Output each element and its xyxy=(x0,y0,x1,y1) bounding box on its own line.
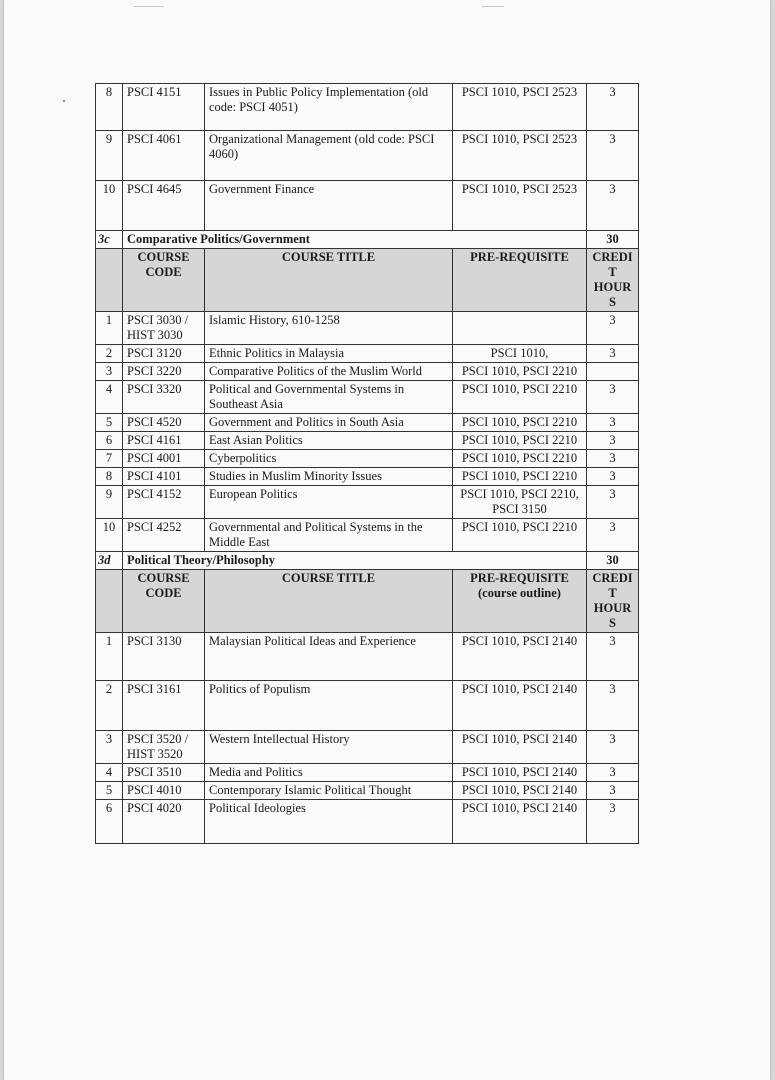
table-row xyxy=(96,131,639,181)
course-credit: 3 xyxy=(587,731,639,764)
table-row xyxy=(96,414,639,432)
course-title: Malaysian Political Ideas and Experience xyxy=(205,633,453,681)
table-row xyxy=(96,363,639,381)
table-row xyxy=(96,84,639,131)
course-prerequisite: PSCI 1010, PSCI 2210 xyxy=(453,414,587,432)
course-title: Comparative Politics of the Muslim World xyxy=(205,363,453,381)
course-code: PSCI 4152 xyxy=(123,486,205,519)
column-header-code: COURSE CODE xyxy=(123,570,205,633)
course-title: Politics of Populism xyxy=(205,681,453,731)
course-prerequisite: PSCI 1010, PSCI 2210 xyxy=(453,468,587,486)
course-prerequisite: PSCI 1010, PSCI 2210 xyxy=(453,432,587,450)
course-prerequisite: PSCI 1010, PSCI 2140 xyxy=(453,782,587,800)
section-total-credits: 30 xyxy=(587,552,639,570)
course-code: PSCI 4161 xyxy=(123,432,205,450)
column-header-credit: CREDIT HOURS xyxy=(587,249,639,312)
course-title: Government Finance xyxy=(205,181,453,231)
course-prerequisite: PSCI 1010, PSCI 2210 xyxy=(453,519,587,552)
course-code: PSCI 3030 / HIST 3030 xyxy=(123,312,205,345)
section-title: Political Theory/Philosophy xyxy=(123,552,587,570)
course-credit: 3 xyxy=(587,633,639,681)
column-header-number xyxy=(96,570,123,633)
row-number: 2 xyxy=(96,681,123,731)
course-title: East Asian Politics xyxy=(205,432,453,450)
course-code: PSCI 3161 xyxy=(123,681,205,731)
course-credit: 3 xyxy=(587,181,639,231)
course-prerequisite: PSCI 1010, PSCI 2140 xyxy=(453,731,587,764)
row-number: 3 xyxy=(96,363,123,381)
table-row xyxy=(96,800,639,844)
course-credit: 3 xyxy=(587,486,639,519)
column-header-title: COURSE TITLE xyxy=(205,249,453,312)
row-number: 9 xyxy=(96,131,123,181)
row-number: 5 xyxy=(96,782,123,800)
table-row xyxy=(96,181,639,231)
table-row xyxy=(96,782,639,800)
course-credit: 3 xyxy=(587,414,639,432)
course-credit: 3 xyxy=(587,131,639,181)
course-credit: 3 xyxy=(587,450,639,468)
course-title: Islamic History, 610-1258 xyxy=(205,312,453,345)
course-credit: 3 xyxy=(587,345,639,363)
course-credit: 3 xyxy=(587,468,639,486)
column-header-number xyxy=(96,249,123,312)
column-header-row xyxy=(96,249,639,312)
course-credit: 3 xyxy=(587,312,639,345)
course-code: PSCI 4151 xyxy=(123,84,205,131)
course-code: PSCI 3120 xyxy=(123,345,205,363)
column-header-prereq: PRE-REQUISITE xyxy=(453,249,587,312)
table-row xyxy=(96,345,639,363)
course-prerequisite: PSCI 1010, PSCI 2140 xyxy=(453,800,587,844)
course-prerequisite xyxy=(453,312,587,345)
table-row xyxy=(96,468,639,486)
course-title: Political Ideologies xyxy=(205,800,453,844)
table-row xyxy=(96,450,639,468)
row-number: 8 xyxy=(96,84,123,131)
course-credit: 3 xyxy=(587,84,639,131)
table-row xyxy=(96,432,639,450)
course-code: PSCI 3320 xyxy=(123,381,205,414)
course-title: Media and Politics xyxy=(205,764,453,782)
course-prerequisite: PSCI 1010, PSCI 2140 xyxy=(453,681,587,731)
course-prerequisite: PSCI 1010, PSCI 2140 xyxy=(453,633,587,681)
course-code: PSCI 3130 xyxy=(123,633,205,681)
course-code: PSCI 4252 xyxy=(123,519,205,552)
course-prerequisite: PSCI 1010, xyxy=(453,345,587,363)
row-number: 4 xyxy=(96,381,123,414)
column-header-row xyxy=(96,570,639,633)
table-row xyxy=(96,731,639,764)
section-total-credits: 30 xyxy=(587,231,639,249)
row-number: 7 xyxy=(96,450,123,468)
course-table xyxy=(95,83,639,844)
course-code: PSCI 4101 xyxy=(123,468,205,486)
scan-mark xyxy=(134,6,164,7)
column-header-code: COURSE CODE xyxy=(123,249,205,312)
course-credit: 3 xyxy=(587,800,639,844)
row-number: 4 xyxy=(96,764,123,782)
course-title: Organizational Management (old code: PSCI 4060) xyxy=(205,131,453,181)
row-number: 5 xyxy=(96,414,123,432)
section-title: Comparative Politics/Government xyxy=(123,231,587,249)
course-credit: 3 xyxy=(587,764,639,782)
course-code: PSCI 4520 xyxy=(123,414,205,432)
scan-speck xyxy=(63,100,65,102)
course-prerequisite: PSCI 1010, PSCI 2210, PSCI 3150 xyxy=(453,486,587,519)
row-number: 1 xyxy=(96,312,123,345)
course-code: PSCI 4010 xyxy=(123,782,205,800)
row-number: 8 xyxy=(96,468,123,486)
course-prerequisite: PSCI 1010, PSCI 2523 xyxy=(453,84,587,131)
table-row xyxy=(96,312,639,345)
table-row xyxy=(96,633,639,681)
course-credit: 3 xyxy=(587,681,639,731)
section-number: 3d xyxy=(96,552,123,570)
row-number: 3 xyxy=(96,731,123,764)
table-row xyxy=(96,681,639,731)
course-title: European Politics xyxy=(205,486,453,519)
course-title: Government and Politics in South Asia xyxy=(205,414,453,432)
course-code: PSCI 4020 xyxy=(123,800,205,844)
course-prerequisite: PSCI 1010, PSCI 2523 xyxy=(453,131,587,181)
course-code: PSCI 4001 xyxy=(123,450,205,468)
row-number: 6 xyxy=(96,800,123,844)
column-header-title: COURSE TITLE xyxy=(205,570,453,633)
course-code: PSCI 4061 xyxy=(123,131,205,181)
course-prerequisite: PSCI 1010, PSCI 2210 xyxy=(453,381,587,414)
course-title: Ethnic Politics in Malaysia xyxy=(205,345,453,363)
table-row xyxy=(96,519,639,552)
course-code: PSCI 3220 xyxy=(123,363,205,381)
table-row xyxy=(96,764,639,782)
course-title: Issues in Public Policy Implementation (old code: PSCI 4051) xyxy=(205,84,453,131)
row-number: 6 xyxy=(96,432,123,450)
section-header xyxy=(96,231,639,249)
column-header-credit: CREDIT HOURS xyxy=(587,570,639,633)
course-title: Cyberpolitics xyxy=(205,450,453,468)
row-number: 2 xyxy=(96,345,123,363)
course-prerequisite: PSCI 1010, PSCI 2210 xyxy=(453,363,587,381)
row-number: 10 xyxy=(96,181,123,231)
row-number: 1 xyxy=(96,633,123,681)
table-row xyxy=(96,381,639,414)
course-prerequisite: PSCI 1010, PSCI 2523 xyxy=(453,181,587,231)
course-credit: 3 xyxy=(587,519,639,552)
section-header xyxy=(96,552,639,570)
course-prerequisite: PSCI 1010, PSCI 2210 xyxy=(453,450,587,468)
course-title: Governmental and Political Systems in the Middle East xyxy=(205,519,453,552)
course-credit: 3 xyxy=(587,432,639,450)
course-title: Studies in Muslim Minority Issues xyxy=(205,468,453,486)
course-code: PSCI 4645 xyxy=(123,181,205,231)
row-number: 9 xyxy=(96,486,123,519)
course-title: Political and Governmental Systems in Southeast Asia xyxy=(205,381,453,414)
section-number: 3c xyxy=(96,231,123,249)
course-prerequisite: PSCI 1010, PSCI 2140 xyxy=(453,764,587,782)
table-row xyxy=(96,486,639,519)
course-title: Contemporary Islamic Political Thought xyxy=(205,782,453,800)
course-credit: 3 xyxy=(587,782,639,800)
course-credit xyxy=(587,363,639,381)
course-code: PSCI 3520 / HIST 3520 xyxy=(123,731,205,764)
column-header-prereq: PRE-REQUISITE (course outline) xyxy=(453,570,587,633)
course-title: Western Intellectual History xyxy=(205,731,453,764)
scan-mark xyxy=(482,6,504,7)
row-number: 10 xyxy=(96,519,123,552)
course-credit: 3 xyxy=(587,381,639,414)
course-code: PSCI 3510 xyxy=(123,764,205,782)
